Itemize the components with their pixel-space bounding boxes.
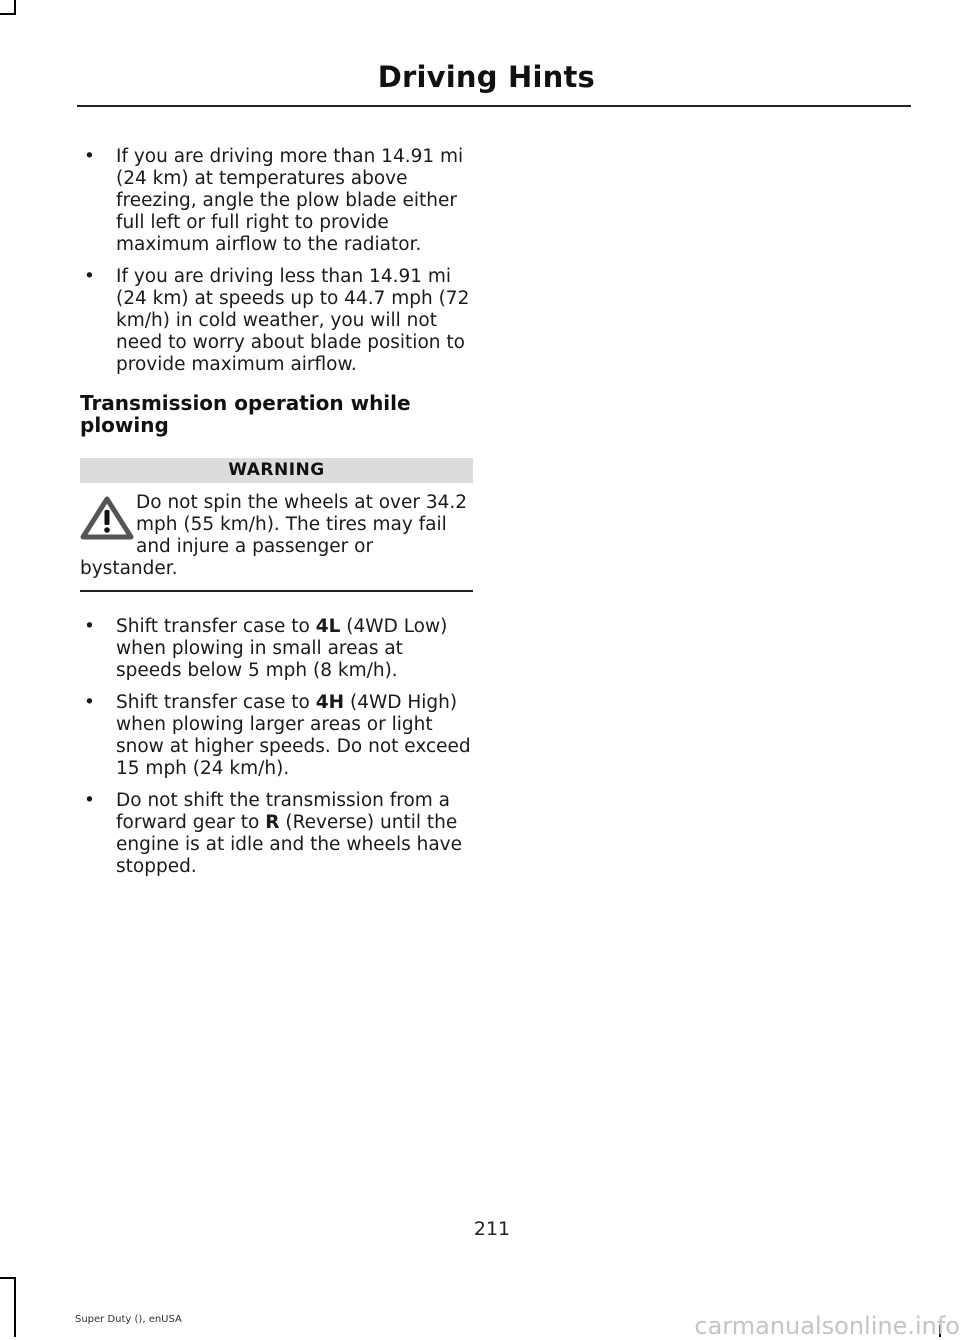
warning-triangle-icon (80, 496, 134, 540)
page-number: 211 (473, 1218, 511, 1240)
list-item-text-pre: Shift transfer case to (116, 616, 316, 637)
crop-mark (14, 0, 16, 15)
bullet-list-top (80, 146, 473, 376)
list-item-text-pre: Shift transfer case to (116, 692, 316, 713)
list-item-text-post: (4WD High) when plowing larger areas or light snow at higher speeds. Do not exceed 15 mph (24 km/h). (116, 692, 471, 779)
section-heading: Transmission operation while plowing (80, 391, 411, 437)
warning-divider (80, 590, 473, 592)
page-header-title: Driving Hints (377, 60, 595, 94)
list-item-text-post: (4WD Low) when plowing in small areas at speeds below 5 mph (8 km/h). (116, 616, 448, 681)
header-divider (77, 105, 911, 107)
crop-mark (0, 1277, 16, 1279)
gear-label: 4H (315, 692, 345, 713)
bullet-list-bottom (80, 616, 473, 878)
gear-label: R (265, 812, 280, 833)
content-column (80, 146, 473, 888)
list-item-text-post: (Reverse) until the engine is at idle and the wheels have stopped. (116, 812, 462, 877)
warning-label: WARNING (80, 458, 473, 483)
list-item-text-pre: Do not shift the transmission from a forward gear to (116, 790, 451, 833)
bullet-dot: • (84, 692, 95, 713)
list-item (80, 616, 473, 682)
warning-text: Do not spin the wheels at over 34.2 mph (55 km/h). The tires may fail and injure a passenger or bystander. (80, 492, 468, 579)
list-item (80, 146, 473, 256)
bullet-dot: • (84, 790, 95, 811)
bullet-dot: • (84, 146, 95, 167)
bullet-dot: • (84, 266, 95, 287)
bullet-dot: • (84, 616, 95, 637)
list-item-text: If you are driving less than 14.91 mi (24 km) at speeds up to 44.7 mph (72 km/h) in cold weather, you will not need to worry about blade position to provide maximum airflow. (116, 266, 470, 375)
crop-mark (14, 1277, 16, 1337)
list-item (80, 790, 473, 878)
footer-doc-id: Super Duty (), enUSA (75, 1314, 182, 1325)
warning-body (80, 492, 473, 580)
gear-label: 4L (315, 616, 341, 637)
list-item-text: If you are driving more than 14.91 mi (24 km) at temperatures above freezing, angle the plow blade either full left or full right to provide maximum airflow to the radiator. (116, 146, 464, 255)
list-item (80, 692, 473, 780)
list-item (80, 266, 473, 376)
watermark: carmanualsonline.info (694, 1312, 960, 1340)
